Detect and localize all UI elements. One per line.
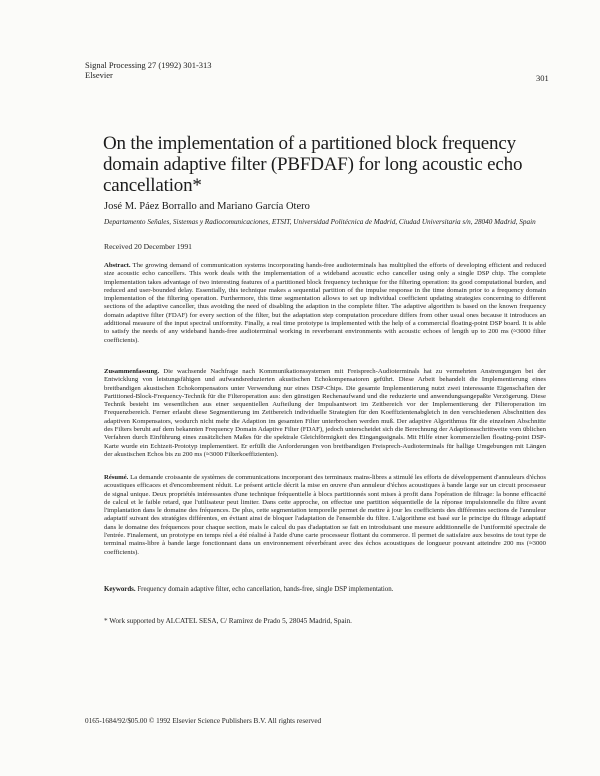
zusammenfassung-label: Zusammenfassung. — [104, 368, 160, 375]
abstract-french — [104, 474, 546, 557]
abstract-english — [104, 262, 546, 345]
footnote: * Work supported by ALCATEL SESA, C/ Ramírez de Prado 5, 28045 Madrid, Spain. — [104, 617, 352, 625]
page-number: 301 — [536, 73, 549, 83]
journal-header — [85, 60, 345, 80]
zusammenfassung-text: Die wachsende Nachfrage nach Kommunikationssystemen mit Freisprech-Audioterminals hat zu vermehrten Anstrengungen bei der Entwicklung von leistungsfähigen und aufwandsreduzierten akustischen Echokompensatoren geführt. Diese Arbeit behandelt die Implementierung eines breitbandigen akustischen Echokompensators unter Verwendung nur eines DSP-Chips. Die gesamte Implementierung nutzt zwei interessante Eigenschaften der Partitioned-Block-Frequency-Technik für die Filteroperation aus: den günstigen Rechenaufwand und die reduzierte und anwendungsangepaßte Verzögerung. Diese Technik besteht im wesentlichen aus einer sequentiellen Aufteilung der Impulsantwort im Zeitbereich vor der Implementierung der Filteroperation im Frequenzbereich. Ferner erlaubt diese Segmentierung im Zeitbereich individuelle Strategien für den Koeffizientenabgleich in den verschiedenen Abschnitten des adaptiven Kompensators, wodurch nicht mehr die Adaption im gesamten Filter unterbrochen werden muß. Der adaptive Algorithmus für die einzelnen Abschnitte des Filters beruht auf dem bekannten Frequency Domain Adaptive Filter (FDAF), jedoch unterscheidet sich die Berechnung der Adaptionsschrittweite vom üblichen Verfahren durch Einführung eines zusätzlichen Maßes für die spektrale Gleichförmigkeit des Eingangssignals. Mit Hilfe einer kommerziellen floating-point DSP-Karte wurde ein Echtzeit-Prototyp implementiert. Er erfüllt die Anforderungen von breitbandigen Freisprech-Audioterminals für hallige Umgebungen mit Längen der akustischen Echos bis zu 200 ms (≈3000 Filterkoeffizienten). — [104, 368, 546, 458]
resume-text: La demande croissante de systèmes de communications incorporant des terminaux mains-libres a stimulé les efforts de développement d'annuleurs d'échos acoustiques efficaces et d'encombrement réduit. Le présent article décrit la mise en œuvre d'un annuleur d'échos acoustiques à bande large sur un circuit processeur de signal unique. Deux propriétés intéressantes d'une technique fréquentielle à blocs partitionnés sont mises à profit dans l'opération de filtrage: la bonne efficacité de calcul et le faible retard, que l'utilisateur peut limiter. Dans cette approche, on effectue une partition séquentielle de la réponse impulsionnelle du filtre avant l'implantation dans le domaine des fréquences. De plus, cette segmentation temporelle permet de mettre à jour les coefficients des différentes sections de l'annuleur adaptatif suivant des stratégies différentes, en évitant ainsi de bloquer l'adaptation de l'ensemble du filtre. L'algorithme est basé sur le principe du filtrage adaptatif dans le domaine des fréquences pour chaque section, mais le calcul du pas d'adaptation se fait en introduisant une mesure additionnelle de l'uniformité spectrale de l'entrée. Finalement, un prototype en temps réel a été réalisé à l'aide d'une carte processeur flottant du commerce. Il permet de satisfaire aux besoins de tout type de terminal mains-libre à bande large fonctionnant dans un environnement réverbérant avec des échos acoustiques de longueur pouvant atteindre 200 ms (≈3000 coefficients). — [104, 474, 547, 556]
received-date: Received 20 December 1991 — [104, 242, 192, 251]
journal-citation: Signal Processing 27 (1992) 301-313 — [85, 60, 212, 70]
resume-label: Résumé. — [104, 474, 129, 481]
article-authors: José M. Páez Borrallo and Mariano García Otero — [104, 201, 310, 212]
keywords — [104, 586, 546, 593]
abstract-german — [104, 368, 546, 459]
article-title: On the implementation of a partitioned block frequency domain adaptive filter (PBFDAF) for long acoustic echo cancellation* — [103, 133, 523, 196]
abstract-label: Abstract. — [104, 262, 131, 269]
abstract-text: The growing demand of communication systems incorporating hands-free audioterminals has multiplied the efforts of developing efficient and reduced size acoustic echo cancellers. This work deals with the implementation of a wideband acoustic echo canceller using only a single DSP chip. The complete implementation takes advantage of two interesting features of a partitioned block frequency technique for the filtering operation: its good computational burden, and reduced and user-bounded delay. Essentially, this technique makes a sequential partition of the impulse response in the time domain prior to a frequency domain implementation of the filtering operation. Furthermore, this time segmentation allows to set up individual coefficient updating strategies concerning to different sections of the adaptive canceller, thus avoiding the need of disabling the adaption in the complete filter. The adaptive algorithm is based on the known frequency domain adaptive filter (FDAF) for every section of the filter, but the adaptation step computation procedure differs from other usual ones because it introduces an additional measure of the input spectral uniformity. Finally, a real time prototype is implemented with the help of a commercial floating-point DSP board. It is able to satisfy the needs of any wideband hands-free audioterminal working in reverberant environments with acoustic echoes of length up to 200 ms (≈3000 filter coefficients). — [104, 262, 546, 344]
keywords-text: Frequency domain adaptive filter, echo cancellation, hands-free, single DSP implementation. — [137, 586, 394, 593]
publisher-name: Elsevier — [85, 70, 113, 80]
author-affiliation: Departamento Señales, Sistemas y Radiocomunicaciones, ETSIT, Universidad Politécnica de Madrid, Ciudad Universitaria s/n, 28040 Madrid, Spain — [104, 218, 536, 226]
copyright-line: 0165-1684/92/$05.00 © 1992 Elsevier Science Publishers B.V. All rights reserved — [85, 717, 322, 725]
keywords-label: Keywords. — [104, 586, 136, 593]
